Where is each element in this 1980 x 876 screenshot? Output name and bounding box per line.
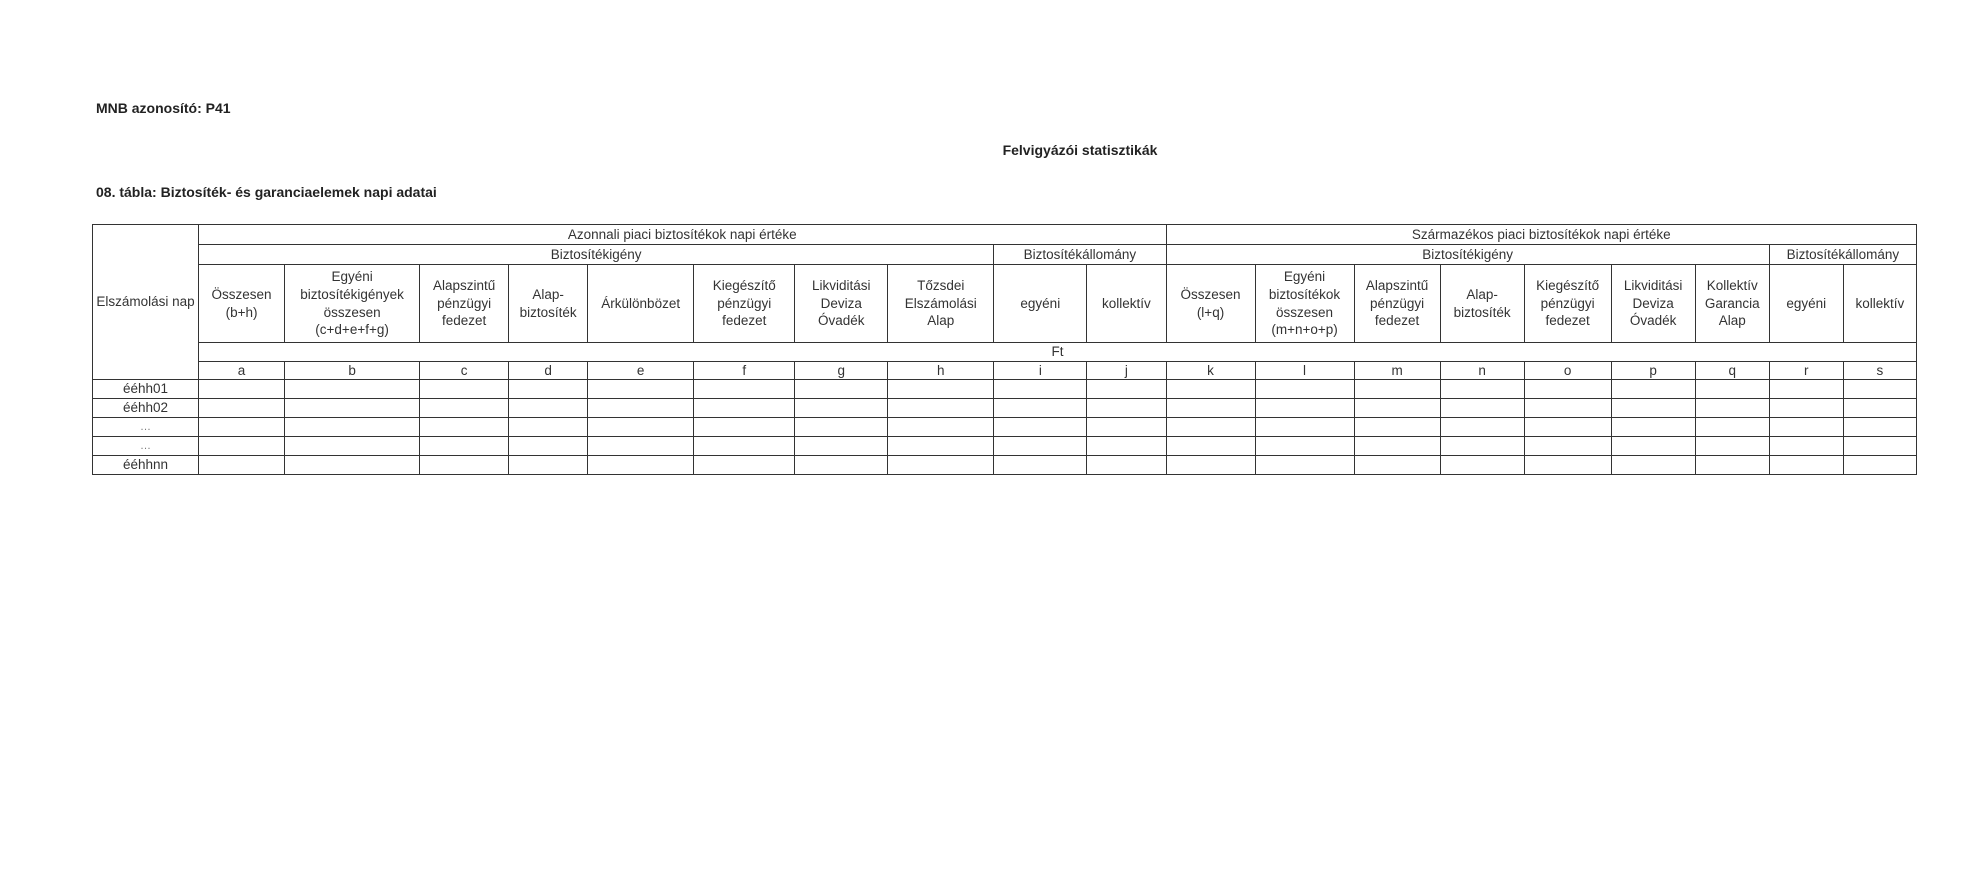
data-cell[interactable] — [1695, 418, 1769, 437]
table-title: 08. tábla: Biztosíték- és garanciaelemek napi adatai — [96, 184, 437, 200]
data-cell[interactable] — [588, 418, 694, 437]
table-row — [93, 437, 1917, 456]
column-header-spot: Likviditási Deviza Óvadék — [795, 265, 888, 343]
data-cell[interactable] — [1354, 399, 1440, 418]
column-letter: n — [1440, 362, 1524, 380]
data-cell[interactable] — [1255, 418, 1354, 437]
data-cell[interactable] — [1769, 456, 1843, 475]
data-cell[interactable] — [888, 437, 994, 456]
data-cell[interactable] — [1255, 399, 1354, 418]
column-letter: k — [1166, 362, 1255, 380]
row-date-label: … — [93, 418, 199, 437]
data-cell[interactable] — [420, 437, 509, 456]
data-cell[interactable] — [1769, 380, 1843, 399]
data-cell[interactable] — [1843, 418, 1916, 437]
data-cell[interactable] — [1695, 437, 1769, 456]
data-cell[interactable] — [199, 399, 285, 418]
column-letter: h — [888, 362, 994, 380]
data-cell[interactable] — [1166, 399, 1255, 418]
row-date-label: ééhh01 — [93, 380, 199, 399]
data-cell[interactable] — [420, 380, 509, 399]
column-letter: d — [509, 362, 588, 380]
column-header-derivative: egyéni — [1769, 265, 1843, 343]
data-cell[interactable] — [1440, 399, 1524, 418]
data-cell[interactable] — [1769, 418, 1843, 437]
column-letter: c — [420, 362, 509, 380]
data-cell[interactable] — [1524, 456, 1611, 475]
data-cell[interactable] — [1611, 456, 1695, 475]
data-cell[interactable] — [285, 399, 420, 418]
column-letter: a — [199, 362, 285, 380]
data-cell[interactable] — [1843, 380, 1916, 399]
data-cell[interactable] — [509, 437, 588, 456]
data-cell[interactable] — [1354, 437, 1440, 456]
row-date-label: … — [93, 437, 199, 456]
column-header-spot: Alapszintű pénzügyi fedezet — [420, 265, 509, 343]
data-cell[interactable] — [1166, 418, 1255, 437]
deriv-stock-header: Biztosítékállomány — [1769, 245, 1916, 265]
column-letter: p — [1611, 362, 1695, 380]
data-cell[interactable] — [1255, 456, 1354, 475]
column-header-spot: Kiegészítő pénzügyi fedezet — [694, 265, 795, 343]
column-header-derivative: Egyéni biztosítékok összesen (m+n+o+p) — [1255, 265, 1354, 343]
data-cell[interactable] — [888, 418, 994, 437]
column-letter: f — [694, 362, 795, 380]
data-cell[interactable] — [509, 456, 588, 475]
data-cell[interactable] — [1524, 380, 1611, 399]
data-cell[interactable] — [694, 380, 795, 399]
spot-claim-header: Biztosítékigény — [199, 245, 994, 265]
data-cell[interactable] — [1087, 399, 1166, 418]
data-cell[interactable] — [1166, 380, 1255, 399]
data-cell[interactable] — [1524, 399, 1611, 418]
spot-stock-header: Biztosítékállomány — [994, 245, 1166, 265]
column-header-spot: Egyéni biztosítékigények összesen (c+d+e+f+g) — [285, 265, 420, 343]
row-date-label: ééhh02 — [93, 399, 199, 418]
data-cell[interactable] — [285, 418, 420, 437]
data-cell[interactable] — [199, 437, 285, 456]
table-row — [93, 418, 1917, 437]
data-cell[interactable] — [285, 380, 420, 399]
table-row — [93, 399, 1917, 418]
data-cell[interactable] — [1354, 418, 1440, 437]
column-header-derivative: Likviditási Deviza Óvadék — [1611, 265, 1695, 343]
column-header-spot: Összesen (b+h) — [199, 265, 285, 343]
column-letter: g — [795, 362, 888, 380]
data-cell[interactable] — [694, 437, 795, 456]
data-cell[interactable] — [509, 399, 588, 418]
column-header-derivative: kollektív — [1843, 265, 1916, 343]
data-cell[interactable] — [1166, 456, 1255, 475]
group-header-spot: Azonnali piaci biztosítékok napi értéke — [199, 225, 1166, 245]
column-header-spot: kollektív — [1087, 265, 1166, 343]
column-letter: i — [994, 362, 1087, 380]
data-cell[interactable] — [1769, 399, 1843, 418]
column-letter: e — [588, 362, 694, 380]
row-header-label: Elszámolási nap — [93, 225, 199, 380]
data-cell[interactable] — [509, 418, 588, 437]
data-cell[interactable] — [1166, 437, 1255, 456]
data-cell[interactable] — [420, 456, 509, 475]
data-cell[interactable] — [795, 456, 888, 475]
data-cell[interactable] — [1255, 437, 1354, 456]
data-cell[interactable] — [588, 456, 694, 475]
data-cell[interactable] — [994, 456, 1087, 475]
data-cell[interactable] — [1440, 437, 1524, 456]
data-cell[interactable] — [1695, 456, 1769, 475]
data-cell[interactable] — [285, 437, 420, 456]
data-cell[interactable] — [1611, 399, 1695, 418]
column-header-derivative: Alap-biztosíték — [1440, 265, 1524, 343]
column-letter: s — [1843, 362, 1916, 380]
data-cell[interactable] — [1524, 437, 1611, 456]
data-cell[interactable] — [1440, 456, 1524, 475]
data-cell[interactable] — [1440, 380, 1524, 399]
data-cell[interactable] — [994, 380, 1087, 399]
deriv-claim-header: Biztosítékigény — [1166, 245, 1769, 265]
data-cell[interactable] — [1524, 418, 1611, 437]
data-cell[interactable] — [888, 380, 994, 399]
data-cell[interactable] — [694, 456, 795, 475]
data-cell[interactable] — [1087, 380, 1166, 399]
data-cell[interactable] — [1843, 456, 1916, 475]
data-cell[interactable] — [1087, 437, 1166, 456]
data-cell[interactable] — [888, 399, 994, 418]
unit-row: Ft — [199, 343, 1917, 362]
data-cell[interactable] — [1695, 380, 1769, 399]
mnb-identifier: MNB azonosító: P41 — [96, 100, 231, 116]
data-cell[interactable] — [420, 399, 509, 418]
column-letter: m — [1354, 362, 1440, 380]
data-cell[interactable] — [1611, 380, 1695, 399]
column-header-derivative: Kiegészítő pénzügyi fedezet — [1524, 265, 1611, 343]
data-cell[interactable] — [994, 437, 1087, 456]
data-cell[interactable] — [420, 418, 509, 437]
collateral-table — [92, 224, 1917, 475]
data-cell[interactable] — [1087, 418, 1166, 437]
column-header-derivative: Összesen (l+q) — [1166, 265, 1255, 343]
row-date-label: ééhhnn — [93, 456, 199, 475]
data-cell[interactable] — [588, 399, 694, 418]
data-cell[interactable] — [1354, 456, 1440, 475]
data-cell[interactable] — [1440, 418, 1524, 437]
data-cell[interactable] — [588, 437, 694, 456]
column-header-derivative: Alapszintű pénzügyi fedezet — [1354, 265, 1440, 343]
data-cell[interactable] — [285, 456, 420, 475]
column-letter: j — [1087, 362, 1166, 380]
column-header-spot: egyéni — [994, 265, 1087, 343]
data-cell[interactable] — [1769, 437, 1843, 456]
column-letter: l — [1255, 362, 1354, 380]
column-header-derivative: Kollektív Garancia Alap — [1695, 265, 1769, 343]
column-header-spot: Tőzsdei Elszámolási Alap — [888, 265, 994, 343]
table-row — [93, 380, 1917, 399]
column-letter: b — [285, 362, 420, 380]
data-cell[interactable] — [795, 418, 888, 437]
data-cell[interactable] — [199, 380, 285, 399]
column-letter: q — [1695, 362, 1769, 380]
column-letter: o — [1524, 362, 1611, 380]
column-letter: r — [1769, 362, 1843, 380]
data-cell[interactable] — [694, 418, 795, 437]
data-cell[interactable] — [1843, 399, 1916, 418]
data-cell[interactable] — [1255, 380, 1354, 399]
table-row — [93, 456, 1917, 475]
data-cell[interactable] — [1354, 380, 1440, 399]
group-header-derivative: Származékos piaci biztosítékok napi értéke — [1166, 225, 1917, 245]
data-cell[interactable] — [1695, 399, 1769, 418]
data-cell[interactable] — [199, 456, 285, 475]
data-cell[interactable] — [795, 380, 888, 399]
data-cell[interactable] — [795, 437, 888, 456]
data-cell[interactable] — [1611, 437, 1695, 456]
data-cell[interactable] — [795, 399, 888, 418]
data-cell[interactable] — [1611, 418, 1695, 437]
data-cell[interactable] — [994, 399, 1087, 418]
data-cell[interactable] — [694, 399, 795, 418]
data-cell[interactable] — [1087, 456, 1166, 475]
data-cell[interactable] — [1843, 437, 1916, 456]
data-cell[interactable] — [888, 456, 994, 475]
data-cell[interactable] — [509, 380, 588, 399]
data-cell[interactable] — [588, 380, 694, 399]
data-cell[interactable] — [994, 418, 1087, 437]
page-title: Felvigyázói statisztikák — [1002, 142, 1158, 158]
data-cell[interactable] — [199, 418, 285, 437]
column-header-spot: Alap-biztosíték — [509, 265, 588, 343]
column-header-spot: Árkülönbözet — [588, 265, 694, 343]
